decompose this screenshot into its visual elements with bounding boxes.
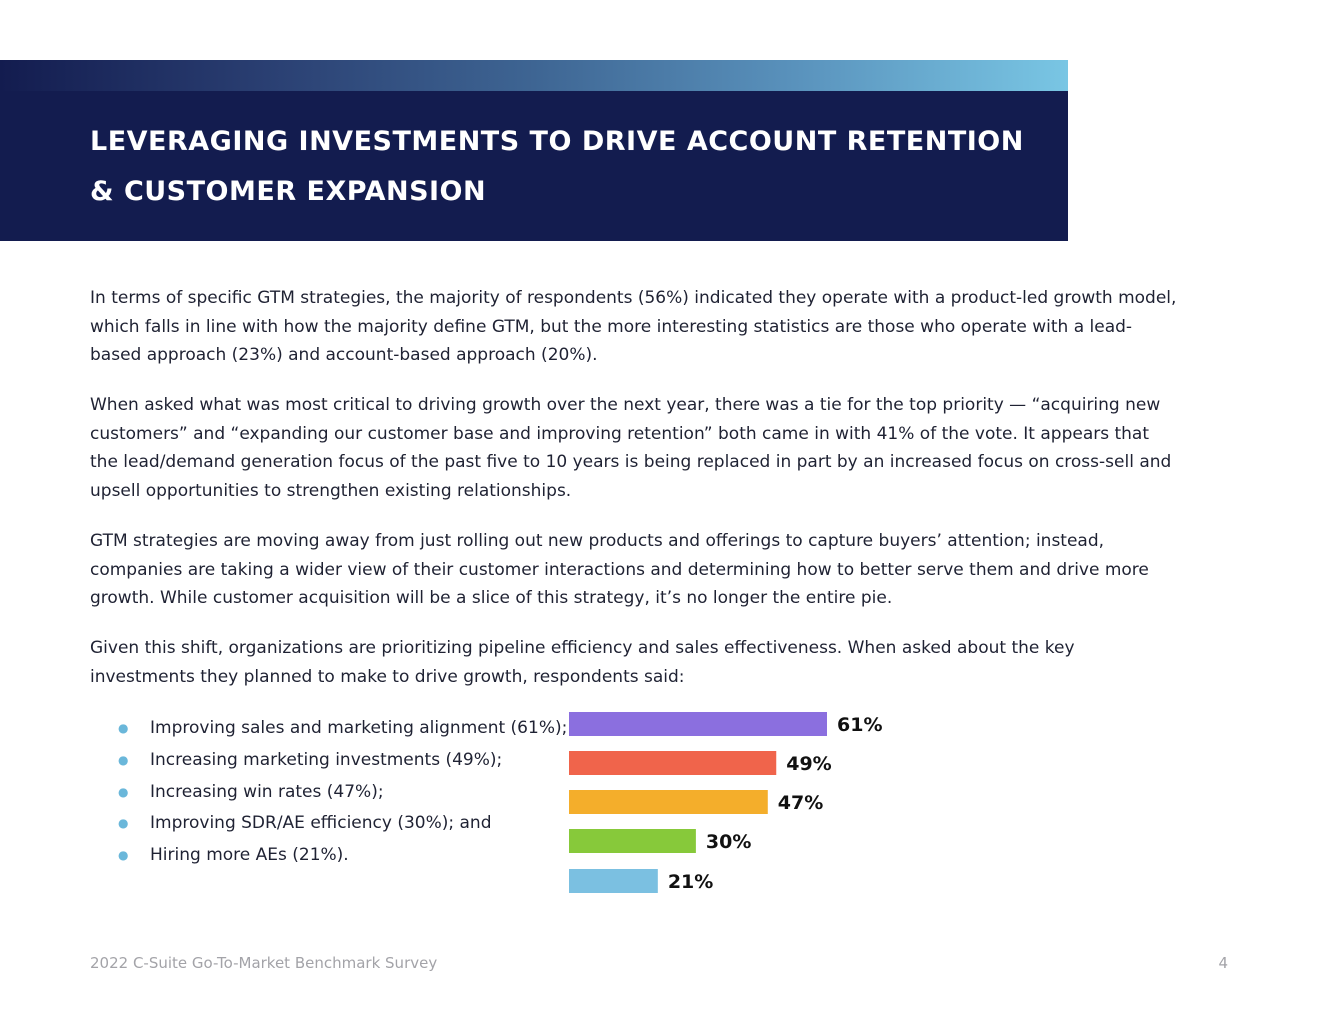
bar-2 — [569, 751, 776, 775]
list-item-text: Improving SDR/AE efficiency (30%); and — [150, 813, 492, 834]
paragraph-gtm-shift: GTM strategies are moving away from just rolling out new products and offerings to capture buyers’ attention; instead, companies are taking a wider view of their customer interactions and determining how to better serve them and drive more growth. While customer acquisition will be a slice of this strategy, it’s no longer the entire pie. — [90, 531, 1149, 608]
bar-value-label: 47% — [777, 792, 824, 814]
bar-5 — [569, 869, 658, 893]
bullet-dot-icon: ● — [118, 784, 129, 799]
list-item-text: Hiring more AEs (21%). — [150, 845, 349, 866]
bar-3 — [569, 790, 768, 814]
bullet-dot-icon: ● — [118, 721, 129, 735]
bullet-dot-icon: ● — [118, 848, 129, 863]
investments-bar-chart — [560, 700, 940, 900]
bar-value-label: 21% — [667, 871, 714, 893]
bullet-dot-icon: ● — [118, 816, 129, 831]
footer-survey-name: 2022 C-Suite Go-To-Market Benchmark Survey — [90, 954, 438, 972]
bar-value-label: 30% — [705, 831, 752, 853]
list-item-text: Improving sales and marketing alignment (61%); — [150, 718, 568, 738]
bar-value-label: 61% — [837, 714, 883, 736]
paragraph-gtm-strategies: In terms of specific GTM strategies, the majority of respondents (56%) indicated they operate with a product-led growth model, which falls in line with how the majority define GTM, but the more interesting statistics are those who operate with a lead-based approach (23%) and account-based approach (20%). — [90, 288, 1177, 365]
header-gradient-bar — [0, 60, 1068, 91]
list-item-text: Increasing marketing investments (49%); — [150, 749, 503, 770]
paragraph-growth-priority: When asked what was most critical to driving growth over the next year, there was a tie for the top priority — “acquiring new customers” and “expanding our customer base and improving retention” both came in with 41% of the vote. It appears that the lead/demand generation focus of the past five to 10 years is being replaced in part by an increased focus on cross-sell and upsell opportunities to strengthen existing relationships. — [90, 395, 1172, 501]
list-item-text: Increasing win rates (47%); — [150, 781, 384, 802]
bullet-dot-icon: ● — [118, 752, 129, 767]
title-band — [0, 91, 1068, 241]
paragraph-key-investments: Given this shift, organizations are prioritizing pipeline efficiency and sales effectiveness. When asked about the key investments they planned to make to drive growth, respondents said: — [90, 638, 1075, 687]
bar-1 — [569, 712, 827, 736]
page-title: LEVERAGING INVESTMENTS TO DRIVE ACCOUNT RETENTION & CUSTOMER EXPANSION — [90, 126, 1024, 207]
bar-4 — [569, 829, 696, 853]
bar-value-label: 49% — [786, 753, 832, 775]
page-number: 4 — [1218, 954, 1228, 972]
